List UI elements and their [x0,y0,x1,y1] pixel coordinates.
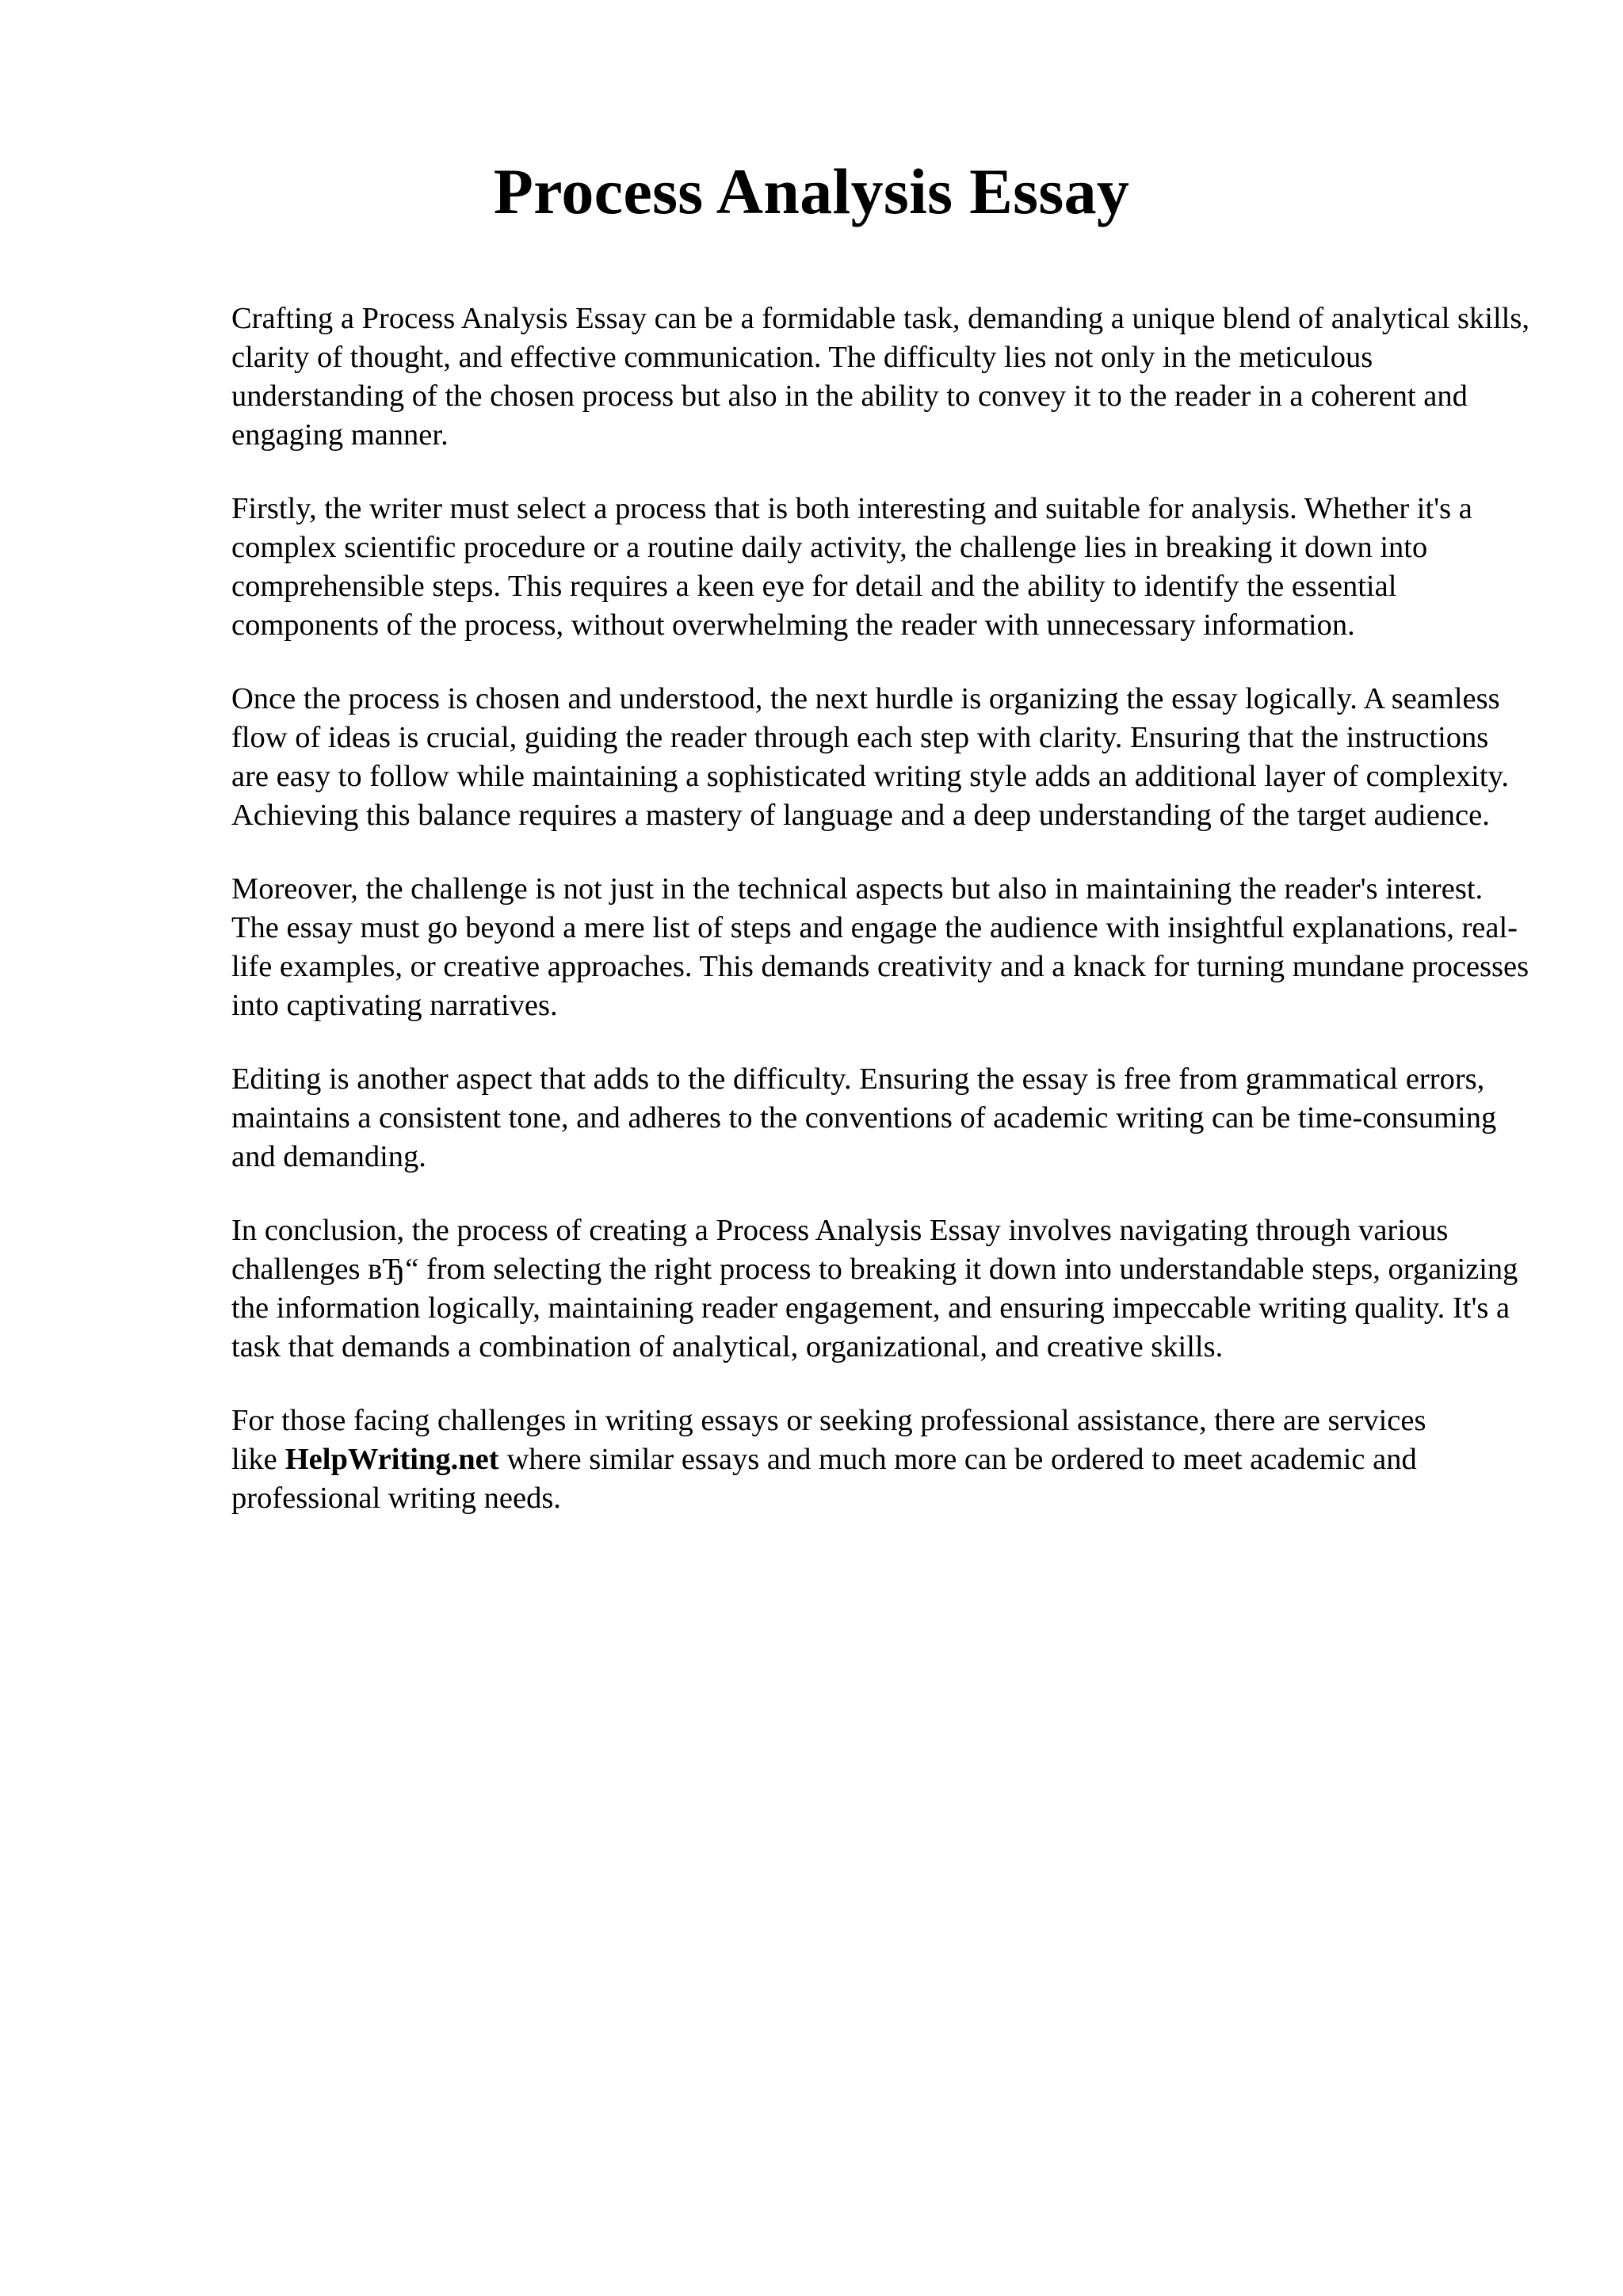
paragraph-2: Firstly, the writer must select a process that is both interesting and suitable for analysis. Whether it's a complex scientific procedure or a routine daily activity, the challenge lies in breaking it down into comprehensible steps. This requires a keen eye for detail and the ability to identify the essential components of the process, without overwhelming the reader with unnecessary information. [231,492,1472,642]
essay-body [231,299,1531,1553]
paragraph-7-outro: where similar essays and much more can be ordered to meet academic and professional writing needs. [231,1443,1417,1515]
paragraph-1: Crafting a Process Analysis Essay can be a formidable task, demanding a unique blend of analytical skills, clarity of thought, and effective communication. The difficulty lies not only in the meticulous understanding of the chosen process but also in the ability to convey it to the reader in a coherent and engaging manner. [231,302,1529,452]
paragraph-4: Moreover, the challenge is not just in the technical aspects but also in maintaining the reader's interest. The essay must go beyond a mere list of steps and engage the audience with insightful explanations, real-life examples, or creative approaches. This demands creativity and a knack for turning mundane processes into captivating narratives. [231,872,1529,1022]
paragraph-7-intro: For those facing challenges in writing essays or seeking professional assistance, there are services like [231,1404,1426,1476]
helpwriting-link[interactable]: HelpWriting.net [285,1443,499,1476]
paragraph-6: In conclusion, the process of creating a Process Analysis Essay involves navigating through various challenges вЂ“ from selecting the right process to breaking it down into understandable steps, organizing the information logically, maintaining reader engagement, and ensuring impeccable writing quality. It's a task that demands a combination of analytical, organizational, and creative skills. [231,1214,1518,1363]
paragraph-7 [231,1402,1531,1518]
paragraph-5: Editing is another aspect that adds to the difficulty. Ensuring the essay is free from grammatical errors, maintains a consistent tone, and adheres to the conventions of academic writing can be time-consuming and demanding. [231,1062,1497,1173]
page-title: Process Analysis Essay [493,155,1130,227]
paragraph-3: Once the process is chosen and understood, the next hurdle is organizing the essay logically. A seamless flow of ideas is crucial, guiding the reader through each step with clarity. Ensuring that the instructions are easy to follow while maintaining a sophisticated writing style adds an additional layer of complexity. Achieving this balance requires a mastery of language and a deep understanding of the target audience. [231,682,1509,832]
